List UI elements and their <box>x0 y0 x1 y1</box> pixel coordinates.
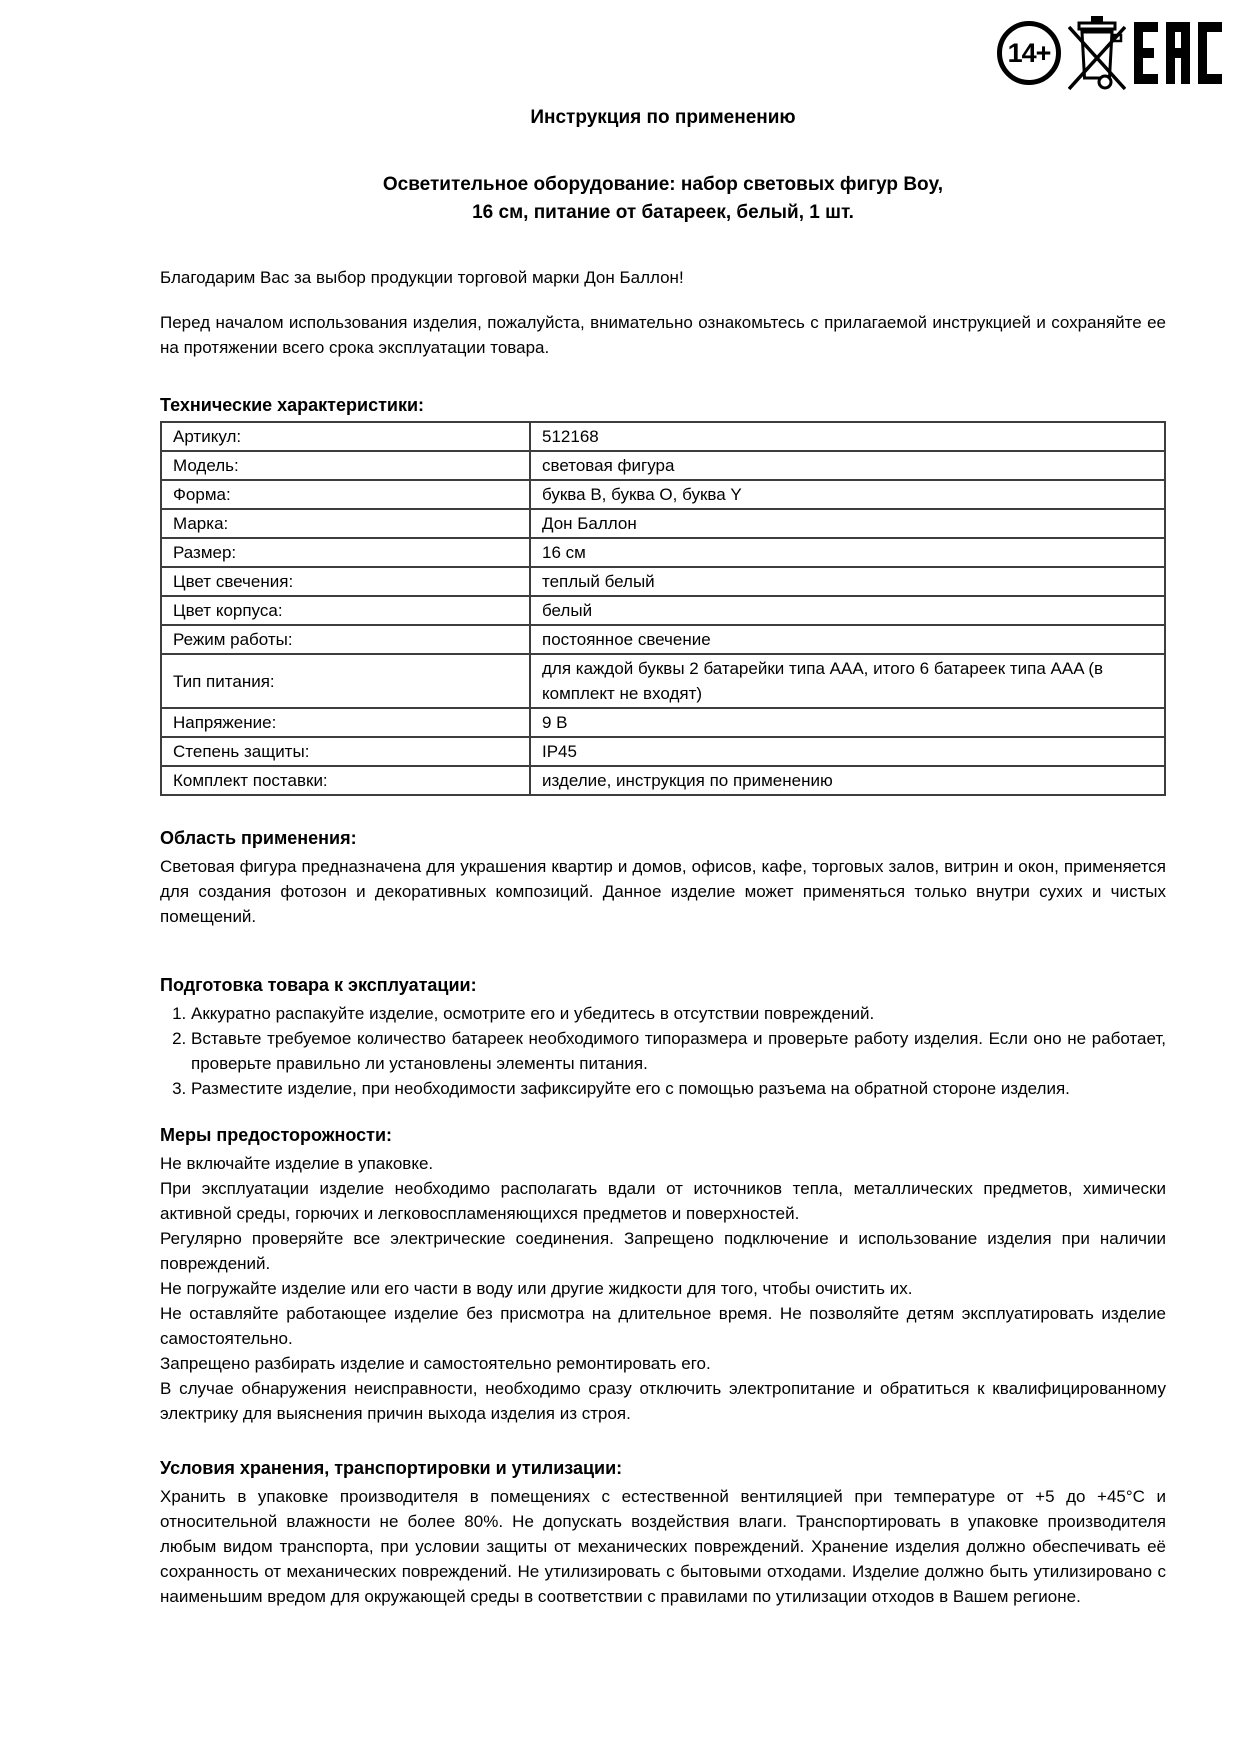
precautions-heading: Меры предосторожности: <box>160 1125 393 1145</box>
precaution-paragraph: Не включайте изделие в упаковке. <box>160 1154 434 1173</box>
application-heading: Область применения: <box>160 828 357 848</box>
spec-row <box>161 766 1165 795</box>
spec-label: Напряжение: <box>161 708 530 737</box>
precaution-paragraph: Запрещено разбирать изделие и самостоятельно ремонтировать его. <box>160 1354 711 1373</box>
spec-row <box>161 509 1165 538</box>
spec-value: 9 В <box>530 708 1165 737</box>
spec-label: Цвет свечения: <box>161 567 530 596</box>
weee-bin-icon <box>1068 14 1126 92</box>
spec-row <box>161 708 1165 737</box>
precaution-paragraph: В случае обнаружения неисправности, необходимо сразу отключить электропитание и обратиться к квалифицированному электрику для выяснения причин выхода изделия из строя. <box>160 1379 1166 1423</box>
spec-label: Цвет корпуса: <box>161 596 530 625</box>
spec-value: световая фигура <box>530 451 1165 480</box>
spec-row <box>161 737 1165 766</box>
product-subtitle-line1: Осветительное оборудование: набор световых фигур Boy, <box>382 174 944 195</box>
spec-value: 512168 <box>530 422 1165 451</box>
spec-value: буква B, буква O, буква Y <box>530 480 1165 509</box>
specs-heading: Технические характеристики: <box>160 395 425 415</box>
preparation-step: 2. Вставьте требуемое количество батареек необходимого типоразмера и проверьте работу изделия. Если оно не работает, проверьте правильно ли установлены элементы питания. <box>191 1026 1166 1076</box>
spec-row <box>161 625 1165 654</box>
storage-text: Хранить в упаковке производителя в помещениях с естественной вентиляцией при температуре от +5 до +45°С и относительной влажности не более 80%. Не допускать воздействия влаги. Транспортировать в упаковке производителя любым видом транспорта, при условии защиты от механических повреждений. Хранение изделия должно обеспечивать её сохранность от механических повреждений. Не утилизировать с бытовыми отходами. Изделие должно быть утилизировано с наименьшим вредом для окружающей среды в соответствии с правилами по утилизации отходов в Вашем регионе. <box>160 1487 1166 1606</box>
spec-label: Режим работы: <box>161 625 530 654</box>
spec-value: постоянное свечение <box>530 625 1165 654</box>
eac-mark-icon <box>1133 22 1223 84</box>
spec-value: IP45 <box>530 737 1165 766</box>
spec-row <box>161 422 1165 451</box>
spec-value: белый <box>530 596 1165 625</box>
precaution-paragraph: Не оставляйте работающее изделие без присмотра на длительное время. Не позволяйте детям эксплуатировать изделие самостоятельно. <box>160 1304 1166 1348</box>
spec-value: теплый белый <box>530 567 1165 596</box>
spec-value: для каждой буквы 2 батарейки типа AAA, итого 6 батареек типа AAA (в комплект не входят) <box>530 654 1165 708</box>
preparation-step: 1. Аккуратно распакуйте изделие, осмотрите его и убедитесь в отсутствии повреждений. <box>191 1001 1166 1026</box>
spec-row <box>161 654 1165 708</box>
age-restriction-icon <box>997 21 1061 85</box>
specs-table <box>160 421 1166 796</box>
page-title: Инструкция по применению <box>530 107 796 128</box>
precaution-paragraph: При эксплуатации изделие необходимо располагать вдали от источников тепла, металлических предметов, химически активной среды, горючих и легковоспламеняющихся предметов и поверхностей. <box>160 1179 1166 1223</box>
product-subtitle <box>160 171 1166 227</box>
preparation-step: 3. Разместите изделие, при необходимости зафиксируйте его с помощью разъема на обратной стороне изделия. <box>191 1076 1166 1101</box>
intro-thanks: Благодарим Вас за выбор продукции торговой марки Дон Баллон! <box>160 268 684 287</box>
spec-label: Размер: <box>161 538 530 567</box>
age-restriction-label: 14+ <box>1007 37 1051 68</box>
spec-label: Артикул: <box>161 422 530 451</box>
spec-label: Модель: <box>161 451 530 480</box>
spec-label: Марка: <box>161 509 530 538</box>
spec-row <box>161 538 1165 567</box>
precaution-paragraph: Не погружайте изделие или его части в воду или другие жидкости для того, чтобы очистить их. <box>160 1279 913 1298</box>
storage-heading: Условия хранения, транспортировки и утилизации: <box>160 1458 623 1478</box>
certification-marks <box>997 14 1223 92</box>
application-text: Световая фигура предназначена для украшения квартир и домов, офисов, кафе, торговых залов, витрин и окон, применяется для создания фотозон и декоративных композиций. Данное изделие может применяться только внутри сухих и чистых помещений. <box>160 857 1166 926</box>
intro-note: Перед началом использования изделия, пожалуйста, внимательно ознакомьтесь с прилагаемой инструкцией и сохраняйте ее на протяжении всего срока эксплуатации товара. <box>160 313 1166 357</box>
preparation-list <box>160 1001 1166 1101</box>
spec-label: Форма: <box>161 480 530 509</box>
spec-row <box>161 451 1165 480</box>
spec-row <box>161 596 1165 625</box>
spec-row <box>161 567 1165 596</box>
spec-value: 16 см <box>530 538 1165 567</box>
spec-label: Тип питания: <box>161 654 530 708</box>
preparation-heading: Подготовка товара к эксплуатации: <box>160 975 477 995</box>
spec-value: Дон Баллон <box>530 509 1165 538</box>
spec-row <box>161 480 1165 509</box>
spec-label: Степень защиты: <box>161 737 530 766</box>
spec-value: изделие, инструкция по применению <box>530 766 1165 795</box>
spec-label: Комплект поставки: <box>161 766 530 795</box>
precaution-paragraph: Регулярно проверяйте все электрические соединения. Запрещено подключение и использование изделия при наличии повреждений. <box>160 1229 1166 1273</box>
product-subtitle-line2: 16 см, питание от батареек, белый, 1 шт. <box>472 202 854 223</box>
